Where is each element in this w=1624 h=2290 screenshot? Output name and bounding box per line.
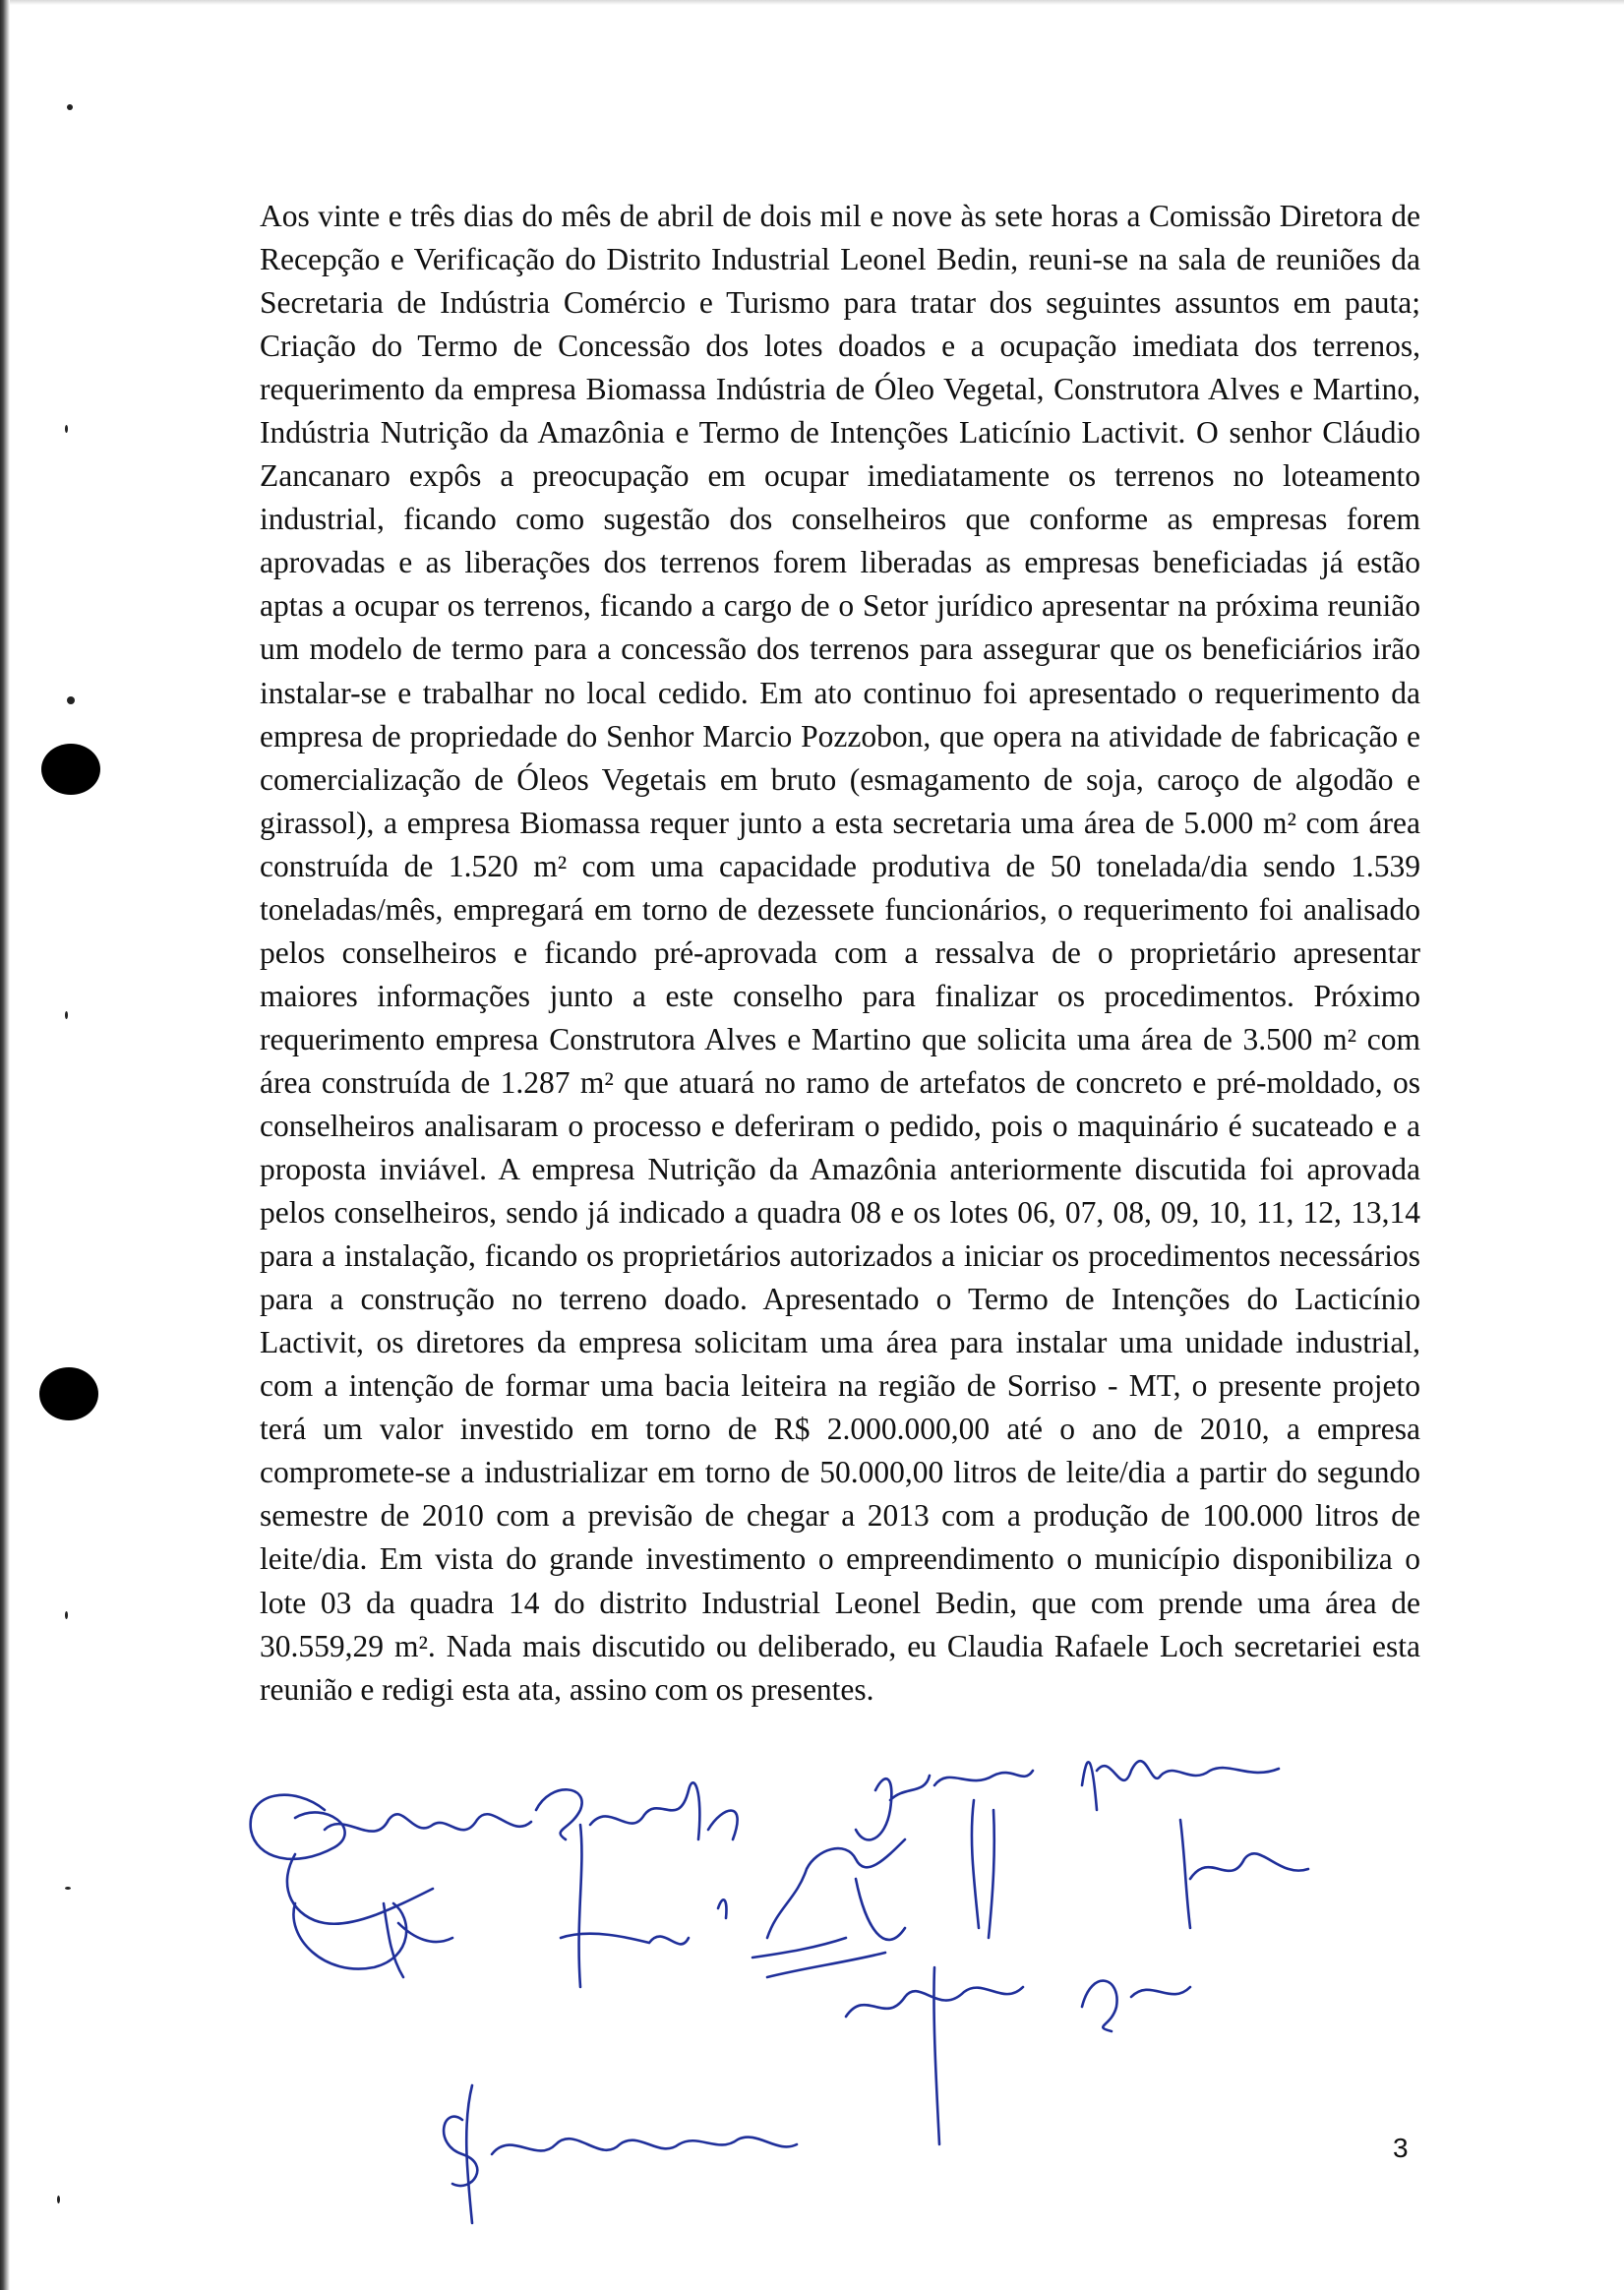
scan-speck — [67, 696, 75, 704]
scan-speck — [65, 1011, 68, 1019]
signature-juliana-menegolla — [856, 1761, 1279, 1839]
scan-top-edge — [0, 0, 1624, 5]
punch-hole-top — [41, 744, 100, 795]
signature-stroke — [972, 1800, 1308, 1938]
signature-rogerio-basso — [846, 1800, 1308, 2144]
signature-stroke — [536, 1782, 738, 1839]
signature-antonio — [561, 1825, 905, 1987]
signature-stroke — [846, 1967, 1190, 2144]
meeting-minutes-body: Aos vinte e três dias do mês de abril de dois mil e nove às sete horas a Comissão Diretora de Recepção e Verificação do Distrito Industrial Leonel Bedin, reuni-se na sala de reuniões da Secretaria de Indústria Comércio e Turismo para tratar dos seguintes assuntos em pauta; Criação do Termo de Concessão dos lotes doados e a ocupação imediata dos terrenos, requerimento da empresa Biomassa Indústria de Óleo Vegetal, Construtora Alves e Martino, Indústria Nutrição da Amazônia e Termo de Intenções Laticínio Lactivit. O senhor Cláudio Zancanaro expôs a preocupação em ocupar imediatamente os terrenos no loteamento industrial, ficando como sugestão dos conselheiros que conforme as empresas forem aprovadas e as liberações dos terrenos forem liberadas as empresas beneficiadas já estão aptas a ocupar os terrenos, ficando a cargo de o Setor jurídico apresentar na próxima reunião um modelo de termo para a concessão dos terrenos para assegurar que os beneficiários irão instalar-se e trabalhar no local cedido. Em ato continuo foi apresentado o requerimento da empresa de propriedade do Senhor Marcio Pozzobon, que opera na atividade de fabricação e comercialização de Óleos Vegetais em bruto (esmagamento de soja, caroço de algodão e girassol), a empresa Biomassa requer junto a esta secretaria uma área de 5.000 m² com área construída de 1.520 m² com uma capacidade produtiva de 50 tonelada/dia sendo 1.539 toneladas/mês, empregará em torno de dezessete funcionários, o requerimento foi analisado pelos conselheiros e ficando pré-aprovada com a ressalva de o proprietário apresentar maiores informações junto a este conselho para finalizar os procedimentos. Próximo requerimento empresa Construtora Alves e Martino que solicita uma área de 3.500 m² com área construída de 1.287 m² que atuará no ramo de artefatos de concreto e pré-moldado, os conselheiros analisaram o processo e deferiram o pedido, pois o maquinário é sucateado e a proposta inviável. A empresa Nutrição da Amazônia anteriormente discutida foi aprovada pelos conselheiros, sendo já indicado a quadra 08 e os lotes 06, 07, 08, 09, 10, 11, 12, 13,14 para a instalação, ficando os proprietários autorizados a iniciar os procedimentos necessários para a construção no terreno doado. Apresentado o Termo de Intenções do Lacticínio Lactivit, os diretores da empresa solicitam uma área para instalar uma unidade industrial, com a intenção de formar uma bacia leiteira na região de Sorriso - MT, o presente projeto terá um valor investido em torno de R$ 2.000.000,00 até o ano de 2010, a empresa compromete-se a industrializar em torno de 50.000,00 litros de leite/dia a partir do segundo semestre de 2010 com a previsão de chegar a 2013 com a produção de 100.000 litros de leite/dia. Em vista do grande investimento o empreendimento o município disponibiliza o lote 03 da quadra 14 do distrito Industrial Leonel Bedin, que com prende uma área de 30.559,29 m². Nada mais discutido ou deliberado, eu Claudia Rafaele Loch secretariei esta reunião e redigi esta ata, assino com os presentes. — [260, 199, 1420, 1707]
scan-speck — [65, 425, 68, 433]
signature-stroke — [561, 1825, 905, 1987]
signature-zancanaro — [287, 1854, 797, 2223]
page-number: 3 — [1393, 2133, 1409, 2163]
scan-speck — [67, 104, 73, 110]
handwritten-signatures — [0, 1731, 1624, 2243]
signature-stroke — [752, 1938, 885, 1977]
signature-stroke — [856, 1771, 1033, 1839]
signature-stroke — [287, 1854, 433, 1924]
signature-claudia-loch — [251, 1782, 738, 1859]
punch-hole-bottom — [39, 1367, 98, 1420]
signature-stroke — [1082, 1761, 1279, 1810]
signature-stroke — [251, 1795, 531, 1859]
signatures-area — [0, 1731, 1624, 2243]
signature-stroke — [444, 2085, 797, 2223]
scan-speck — [65, 1611, 68, 1619]
